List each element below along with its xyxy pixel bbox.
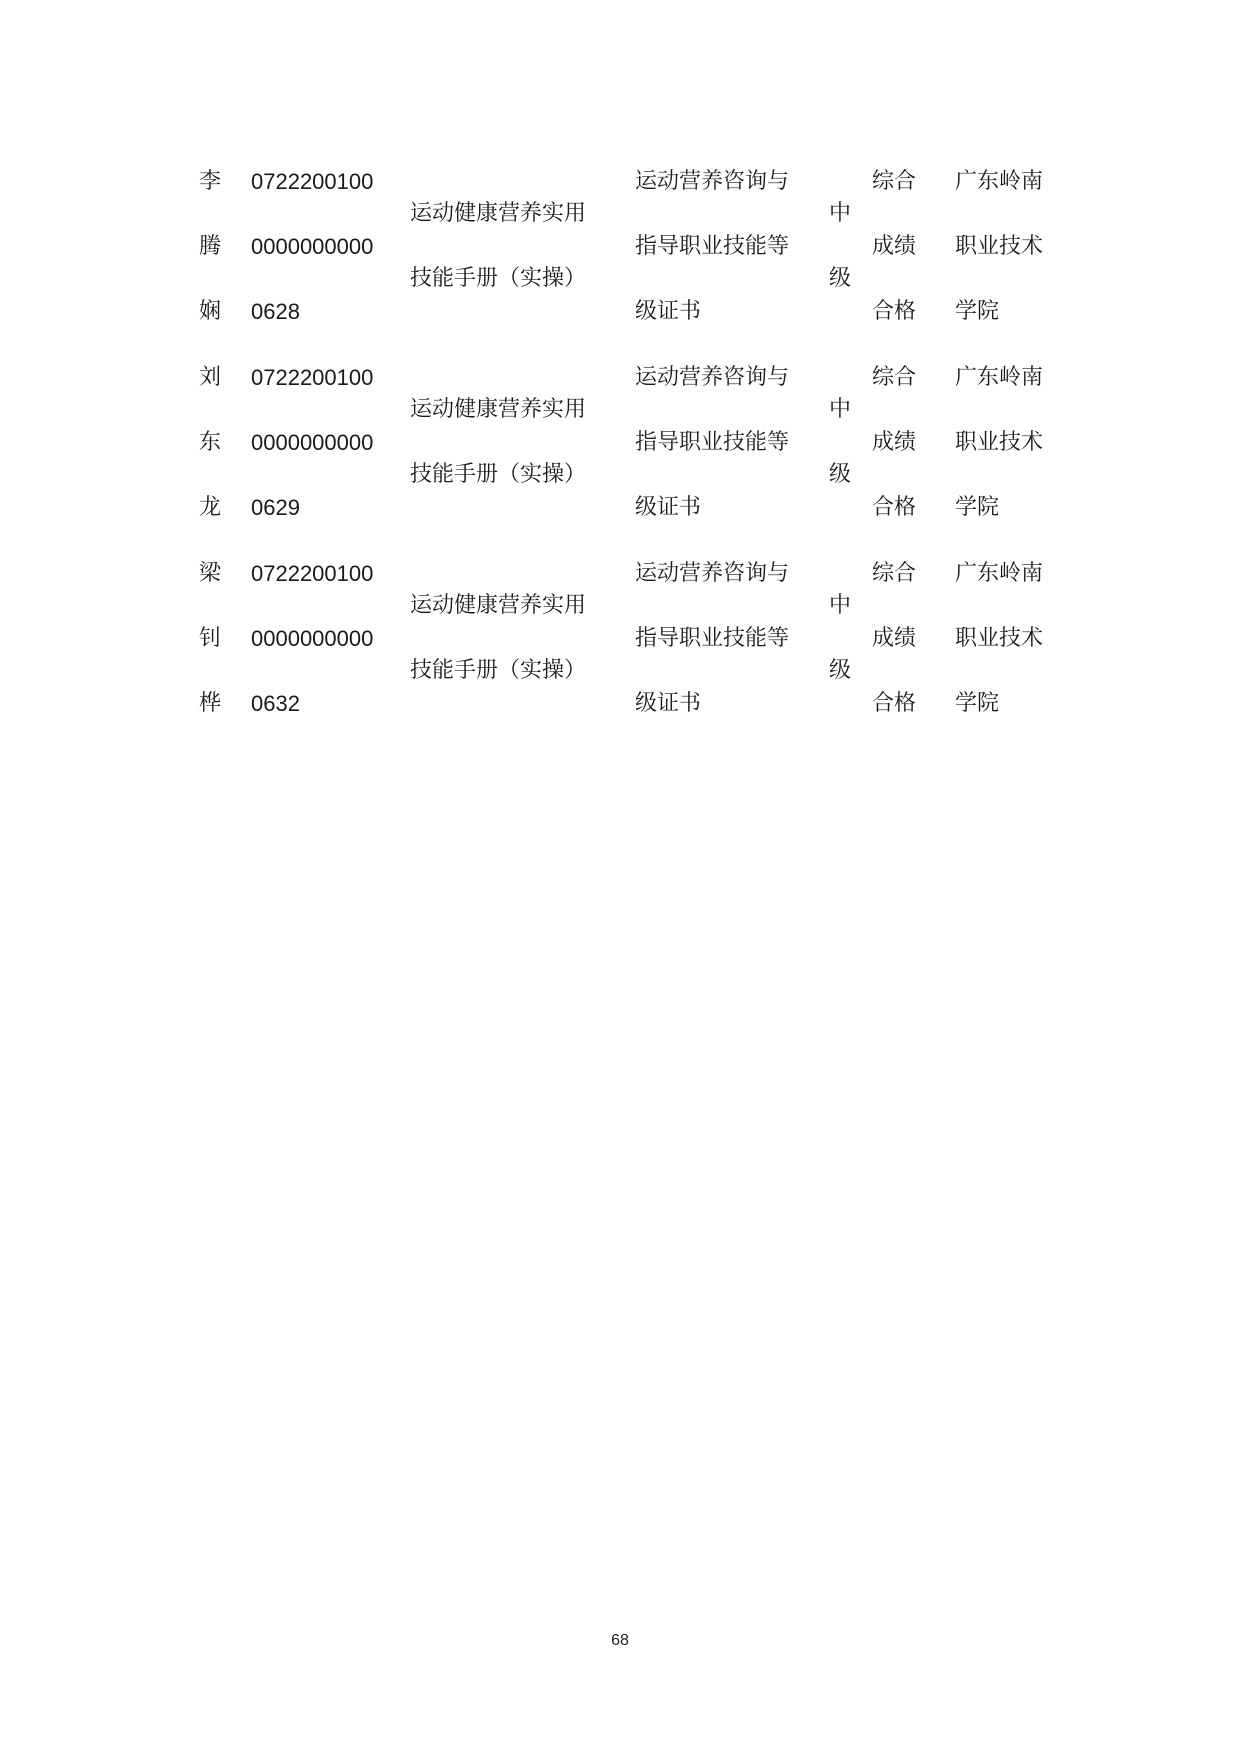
certificate-line: 指导职业技能等 xyxy=(635,234,790,259)
textbook-line: 运动健康营养实用 xyxy=(410,201,587,226)
textbook-line: 技能手册（实操） xyxy=(410,658,587,683)
grade-line: 合格 xyxy=(872,691,917,716)
student-id-line: 0000000000 xyxy=(251,234,374,259)
school-line: 广东岭南 xyxy=(955,169,1044,194)
certificate-level-line: 中 xyxy=(829,397,852,422)
table-row xyxy=(0,563,1240,733)
grade-line: 成绩 xyxy=(872,430,917,455)
certificate-level-line: 级 xyxy=(829,658,852,683)
grade-line: 合格 xyxy=(872,299,917,324)
school-line: 广东岭南 xyxy=(955,365,1044,390)
certificate-line: 指导职业技能等 xyxy=(635,430,790,455)
student-id-line: 0628 xyxy=(251,299,300,324)
student-id-line: 0722200100 xyxy=(251,169,374,194)
school-line: 职业技术 xyxy=(955,430,1044,455)
certificate-level-line: 中 xyxy=(829,593,852,618)
certificate-line: 指导职业技能等 xyxy=(635,626,790,651)
page-number: 68 xyxy=(611,1632,629,1649)
certificate-line: 级证书 xyxy=(635,691,702,716)
grade-line: 综合 xyxy=(872,561,917,586)
certificate-level-line: 级 xyxy=(829,266,852,291)
school-line: 学院 xyxy=(955,299,1000,324)
student-name-line: 腾 xyxy=(199,234,222,259)
student-name-line: 东 xyxy=(199,430,222,455)
grade-line: 综合 xyxy=(872,365,917,390)
student-name-line: 李 xyxy=(199,169,222,194)
school-line: 广东岭南 xyxy=(955,561,1044,586)
school-line: 学院 xyxy=(955,495,1000,520)
student-name-line: 刘 xyxy=(199,365,222,390)
textbook-line: 运动健康营养实用 xyxy=(410,397,587,422)
school-line: 职业技术 xyxy=(955,626,1044,651)
certificate-line: 运动营养咨询与 xyxy=(635,169,790,194)
table-row xyxy=(0,171,1240,341)
student-id-line: 0632 xyxy=(251,691,300,716)
textbook-line: 技能手册（实操） xyxy=(410,266,587,291)
student-name-line: 桦 xyxy=(199,691,222,716)
grade-line: 成绩 xyxy=(872,234,917,259)
school-line: 学院 xyxy=(955,691,1000,716)
student-name-line: 梁 xyxy=(199,561,222,586)
student-name-line: 龙 xyxy=(199,495,222,520)
certificate-line: 运动营养咨询与 xyxy=(635,561,790,586)
table-row xyxy=(0,367,1240,537)
certificate-line: 级证书 xyxy=(635,299,702,324)
student-id-line: 0722200100 xyxy=(251,561,374,586)
grade-line: 成绩 xyxy=(872,626,917,651)
student-name-line: 娴 xyxy=(199,299,222,324)
certificate-line: 级证书 xyxy=(635,495,702,520)
textbook-line: 运动健康营养实用 xyxy=(410,593,587,618)
student-id-line: 0000000000 xyxy=(251,626,374,651)
certificate-level-line: 级 xyxy=(829,462,852,487)
grade-line: 合格 xyxy=(872,495,917,520)
school-line: 职业技术 xyxy=(955,234,1044,259)
textbook-line: 技能手册（实操） xyxy=(410,462,587,487)
student-id-line: 0722200100 xyxy=(251,365,374,390)
student-id-line: 0629 xyxy=(251,495,300,520)
certificate-line: 运动营养咨询与 xyxy=(635,365,790,390)
grade-line: 综合 xyxy=(872,169,917,194)
student-name-line: 钊 xyxy=(199,626,222,651)
student-id-line: 0000000000 xyxy=(251,430,374,455)
certificate-level-line: 中 xyxy=(829,201,852,226)
